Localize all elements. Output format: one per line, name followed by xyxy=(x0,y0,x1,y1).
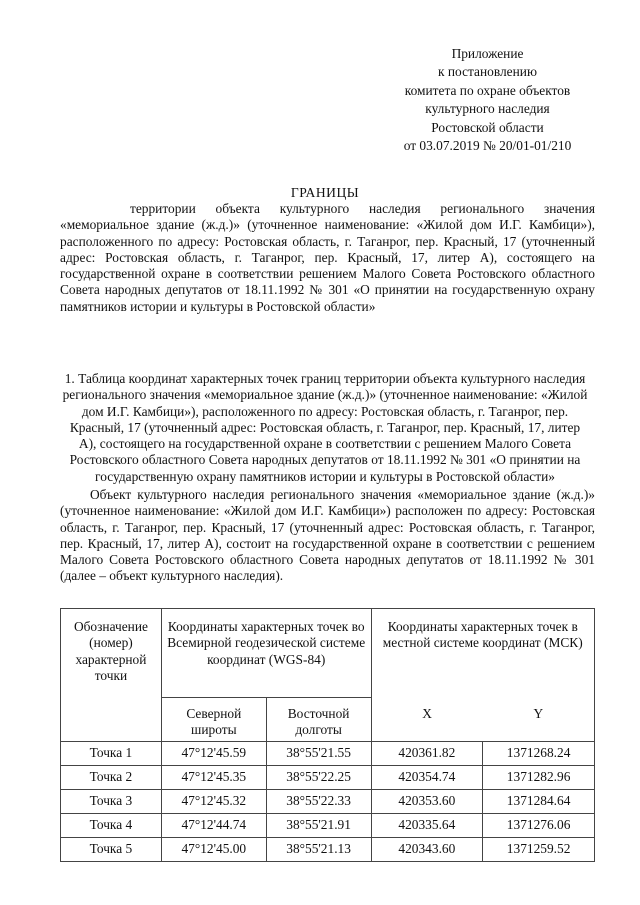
cell-x: 420353.60 xyxy=(371,789,483,813)
cell-y: 1371259.52 xyxy=(483,837,595,861)
table-caption: 1. Таблица координат характерных точек границ территории объекта культурного наследия регионального значения «мемориальное здание (ж.д.)» (уточненное наименование: «Жилой дом И.Г. Камбици»), расположенного по адресу: Ростовская область, г. Таганрог, пер. Красный, 17 (уточненный адрес: Ростовская область, г. Таганрог, пер. Красный, 17, литер А), состоящего на государственной охране в соответствии с решением Малого Совета Ростовского областного Совета народных депутатов от 18.11.1992 № 301 «О принятии на государственную охрану памятников истории и культуры в Ростовской области» xyxy=(62,371,588,484)
cell-point: Точка 1 xyxy=(61,741,162,765)
cell-x: 420361.82 xyxy=(371,741,483,765)
header-x: X xyxy=(371,698,483,742)
header-y: Y xyxy=(483,698,595,742)
cell-latitude: 47°12'45.00 xyxy=(161,837,266,861)
table-row xyxy=(61,813,595,837)
appendix-line: комитета по охране объектов xyxy=(404,82,571,98)
cell-longitude: 38°55'21.55 xyxy=(266,741,371,765)
cell-longitude: 38°55'21.91 xyxy=(266,813,371,837)
cell-point: Точка 3 xyxy=(61,789,162,813)
object-description: Объект культурного наследия регионального значения «мемориальное здание (ж.д.)» (уточненное наименование: «Жилой дом И.Г. Камбици») расположен по адресу: Ростовская область, г. Таганрог, пер. Красный, 17 (уточненный адрес: Ростовская область, г. Таганрог, пер. Красный, 17, литер А), состоит на государственной охране в соответствии с решением Малого Совета Ростовского областного Совета народных депутатов от 18.11.1992 № 301 (далее – объект культурного наследия). xyxy=(60,487,595,584)
cell-y: 1371268.24 xyxy=(483,741,595,765)
cell-x: 420343.60 xyxy=(371,837,483,861)
cell-x: 420354.74 xyxy=(371,765,483,789)
cell-latitude: 47°12'45.59 xyxy=(161,741,266,765)
cell-x: 420335.64 xyxy=(371,813,483,837)
table-row xyxy=(61,837,595,861)
cell-longitude: 38°55'21.13 xyxy=(266,837,371,861)
cell-y: 1371276.06 xyxy=(483,813,595,837)
cell-point: Точка 2 xyxy=(61,765,162,789)
cell-latitude: 47°12'44.74 xyxy=(161,813,266,837)
header-wgs84-coordinates: Координаты характерных точек во Всемирной геодезической системе координат (WGS-84) xyxy=(161,609,371,698)
appendix-line: Приложение xyxy=(451,46,524,61)
table-row xyxy=(61,789,595,813)
header-latitude: Северной широты xyxy=(161,698,266,742)
appendix-date-number: от 03.07.2019 № 20/01-01/210 xyxy=(403,138,572,154)
header-msk-coordinates: Координаты характерных точек в местной системе координат (МСК) xyxy=(371,609,595,698)
table-row xyxy=(61,741,595,765)
cell-longitude: 38°55'22.25 xyxy=(266,765,371,789)
coordinates-table xyxy=(60,608,595,862)
appendix-line: Ростовской области xyxy=(431,119,544,135)
appendix-line: к постановлению xyxy=(438,64,537,80)
cell-point: Точка 5 xyxy=(61,837,162,861)
cell-y: 1371282.96 xyxy=(483,765,595,789)
cell-y: 1371284.64 xyxy=(483,789,595,813)
cell-latitude: 47°12'45.32 xyxy=(161,789,266,813)
appendix-header xyxy=(380,45,595,155)
cell-longitude: 38°55'22.33 xyxy=(266,789,371,813)
cell-latitude: 47°12'45.35 xyxy=(161,765,266,789)
cell-point: Точка 4 xyxy=(61,813,162,837)
header-longitude: Восточной долготы xyxy=(266,698,371,742)
table-row xyxy=(61,765,595,789)
intro-paragraph: территории объекта культурного наследия регионального значения «мемориальное здание (ж.д.)» (уточненное наименование: «Жилой дом И.Г. Камбици»), расположенного по адресу: Ростовская область, г. Таганрог, пер. Красный, 17 (уточненный адрес: Ростовская область, г. Таганрог, пер. Красный, 17, литер А), состоящего на государственной охране в соответствии решением Малого Совета Ростовского областного Совета народных депутатов от 18.11.1992 № 301 «О принятии на государственную охрану памятников истории и культуры в Ростовской области» xyxy=(60,201,595,314)
header-point-designation: Обозначение (номер) характерной точки xyxy=(61,609,162,742)
document-title: ГРАНИЦЫ xyxy=(290,185,360,200)
appendix-line: культурного наследия xyxy=(425,101,550,117)
